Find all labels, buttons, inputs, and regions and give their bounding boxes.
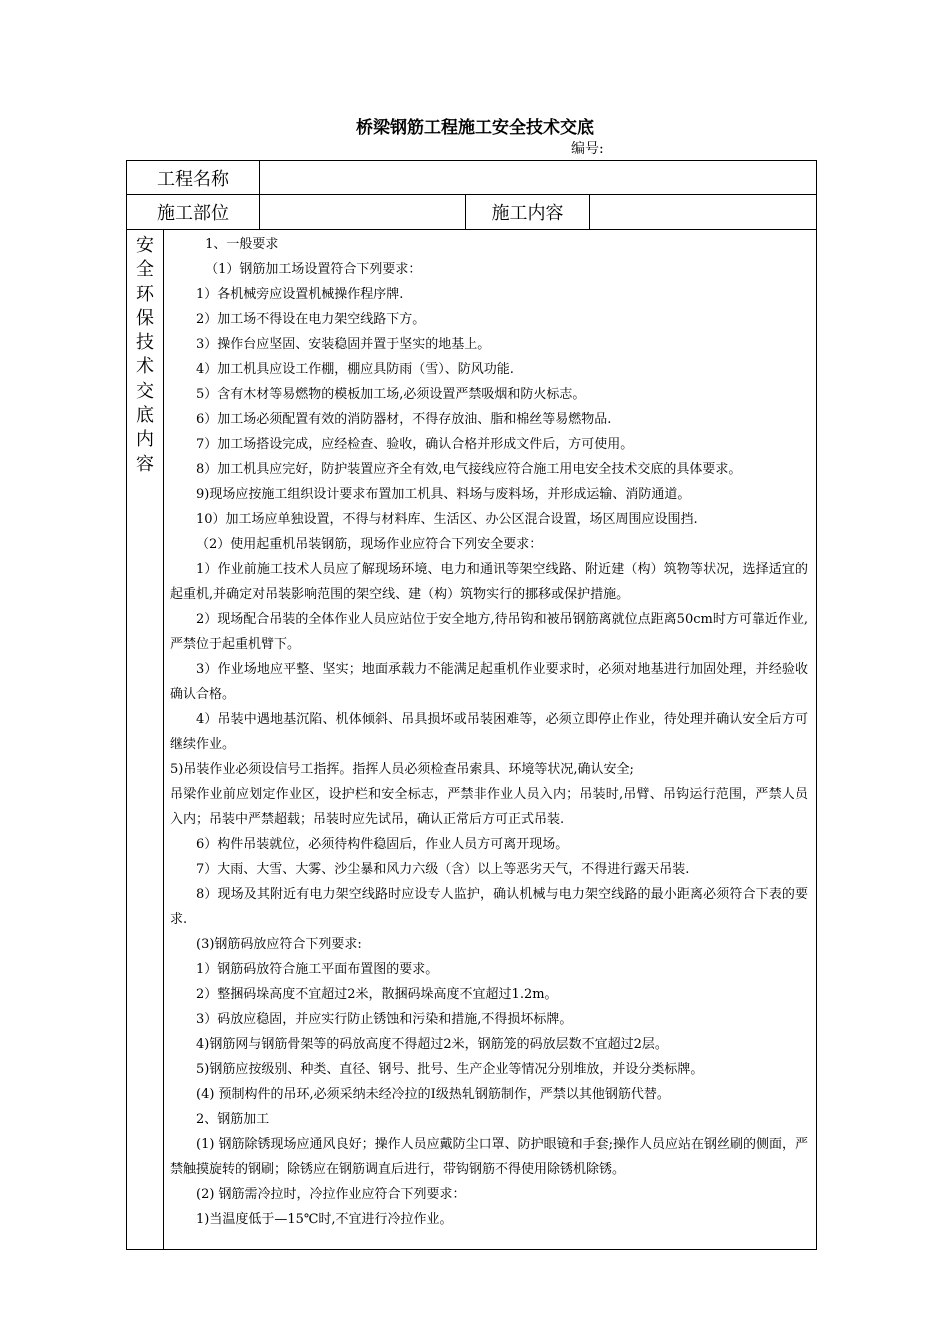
content-paragraph: 6）构件吊装就位，必须待构件稳固后，作业人员方可离开现场。 — [196, 837, 569, 852]
content-paragraph: 5）含有木材等易燃物的模板加工场,必须设置严禁吸烟和防火标志。 — [196, 387, 586, 402]
content-paragraph: 1）各机械旁应设置机械操作程序牌. — [196, 287, 404, 302]
project-name-value[interactable] — [260, 161, 817, 195]
content-paragraph: 5)吊装作业必须设信号工指挥。指挥人员必须检查吊索具、环境等状况,确认安全; — [170, 762, 634, 777]
content-paragraph: 2）现场配合吊装的全体作业人员应站位于安全地方,待吊钩和被吊钢筋离就位点距离50cm时方可靠近作业,严禁位于起重机臂下。 — [170, 612, 809, 652]
construction-part-value[interactable] — [260, 195, 466, 230]
disclosure-table — [126, 160, 817, 1250]
content-paragraph: 6）加工场必须配置有效的消防器材，不得存放油、脂和棉丝等易燃物品. — [196, 412, 612, 427]
content-paragraph: (1) 钢筋除锈现场应通风良好；操作人员应戴防尘口罩、防护眼镜和手套;操作人员应站在钢丝刷的侧面，严禁触摸旋转的钢刷；除锈应在钢筋调直后进行，带钩钢筋不得使用除锈机除锈。 — [170, 1137, 809, 1177]
side-label-char: 底 — [136, 405, 154, 427]
side-label-char: 内 — [136, 429, 154, 451]
content-paragraph: 2）加工场不得设在电力架空线路下方。 — [196, 312, 426, 327]
part-row — [127, 195, 817, 230]
project-name-row — [127, 161, 817, 195]
content-paragraph: （1）钢筋加工场设置符合下列要求： — [205, 262, 422, 277]
content-paragraph: (4) 预制构件的吊环,必须采纳未经冷拉的Ⅰ级热轧钢筋制作，严禁以其他钢筋代替。 — [196, 1087, 670, 1102]
side-label-char: 保 — [136, 307, 154, 329]
side-label — [127, 230, 164, 1250]
content-paragraph: 3）操作台应坚固、安装稳固并置于坚实的地基上。 — [196, 337, 491, 352]
content-paragraph: 3）码放应稳固，并应实行防止锈蚀和污染和措施,不得损坏标牌。 — [196, 1012, 573, 1027]
side-label-char: 全 — [136, 259, 154, 281]
side-label-char: 环 — [136, 283, 154, 305]
document-title: 桥梁钢筋工程施工安全技术交底 — [356, 118, 594, 138]
construction-content-label: 施工内容 — [466, 195, 590, 230]
construction-content-value[interactable] — [590, 195, 817, 230]
construction-part-label: 施工部位 — [127, 195, 260, 230]
content-paragraph: 2）整捆码垛高度不宜超过2米，散捆码垛高度不宜超过1.2m。 — [196, 987, 558, 1002]
side-label-char: 术 — [136, 356, 154, 378]
content-paragraph: 吊梁作业前应划定作业区，设护栏和安全标志，严禁非作业人员入内；吊装时,吊臂、吊钩运行范围，严禁人员入内；吊装中严禁超载；吊装时应先试吊，确认正常后方可正式吊装. — [170, 787, 809, 827]
content-paragraph: 8）加工机具应完好，防护装置应齐全有效,电气接线应符合施工用电安全技术交底的具体要求。 — [196, 462, 742, 477]
content-paragraph: 8）现场及其附近有电力架空线路时应设专人监护，确认机械与电力架空线路的最小距离必须符合下表的要求. — [170, 887, 809, 927]
content-paragraph: 5)钢筋应按级别、种类、直径、钢号、批号、生产企业等情况分别堆放，并设分类标牌。 — [196, 1062, 704, 1077]
content-paragraph: 3）作业场地应平整、坚实；地面承载力不能满足起重机作业要求时，必须对地基进行加固处理，并经验收确认合格。 — [170, 662, 809, 702]
content-paragraph: 1)当温度低于—15℃时,不宜进行冷拉作业。 — [196, 1212, 453, 1227]
side-label-char: 交 — [136, 380, 154, 402]
content-paragraph: 4）吊装中遇地基沉陷、机体倾斜、吊具损坏或吊装困难等，必须立即停止作业，待处理并确认安全后方可继续作业。 — [170, 712, 809, 752]
content-paragraph: （2）使用起重机吊装钢筋，现场作业应符合下列安全要求： — [196, 537, 543, 552]
disclosure-content — [164, 230, 817, 1250]
content-paragraph: 7）大雨、大雪、大雾、沙尘暴和风力六级（含）以上等恶劣天气，不得进行露天吊装. — [196, 862, 690, 877]
side-label-char: 技 — [136, 332, 154, 354]
content-paragraph: (2) 钢筋需冷拉时，冷拉作业应符合下列要求： — [196, 1187, 466, 1202]
paragraph-list — [170, 232, 808, 1232]
content-paragraph: 1）作业前施工技术人员应了解现场环境、电力和通讯等架空线路、附近建（构）筑物等状况，选择适宜的起重机,并确定对吊装影响范围的架空线、建（构）筑物实行的挪移或保护措施。 — [170, 562, 809, 602]
document-number-label: 编号: — [571, 141, 604, 157]
project-name-label: 工程名称 — [127, 161, 260, 195]
content-paragraph: 4）加工机具应设工作棚，棚应具防雨（雪）、防风功能. — [196, 362, 514, 377]
content-paragraph: 9)现场应按施工组织设计要求布置加工机具、料场与废料场，并形成运输、消防通道。 — [196, 487, 691, 502]
side-label-char: 安 — [136, 235, 154, 256]
content-paragraph: 4)钢筋网与钢筋骨架等的码放高度不得超过2米，钢筋笼的码放层数不宜超过2层。 — [196, 1037, 668, 1052]
content-paragraph: 7）加工场搭设完成，应经检查、验收，确认合格并形成文件后，方可使用。 — [196, 437, 634, 452]
side-label-char: 容 — [136, 453, 154, 475]
content-paragraph: (3)钢筋码放应符合下列要求: — [196, 937, 362, 952]
content-row — [127, 230, 817, 1250]
content-paragraph: 1、一般要求 — [205, 237, 279, 252]
content-paragraph: 2、钢筋加工 — [196, 1112, 270, 1127]
content-paragraph: 1）钢筋码放符合施工平面布置图的要求。 — [196, 962, 439, 977]
content-paragraph: 10）加工场应单独设置，不得与材料库、生活区、办公区混合设置，场区周围应设围挡. — [196, 512, 698, 527]
